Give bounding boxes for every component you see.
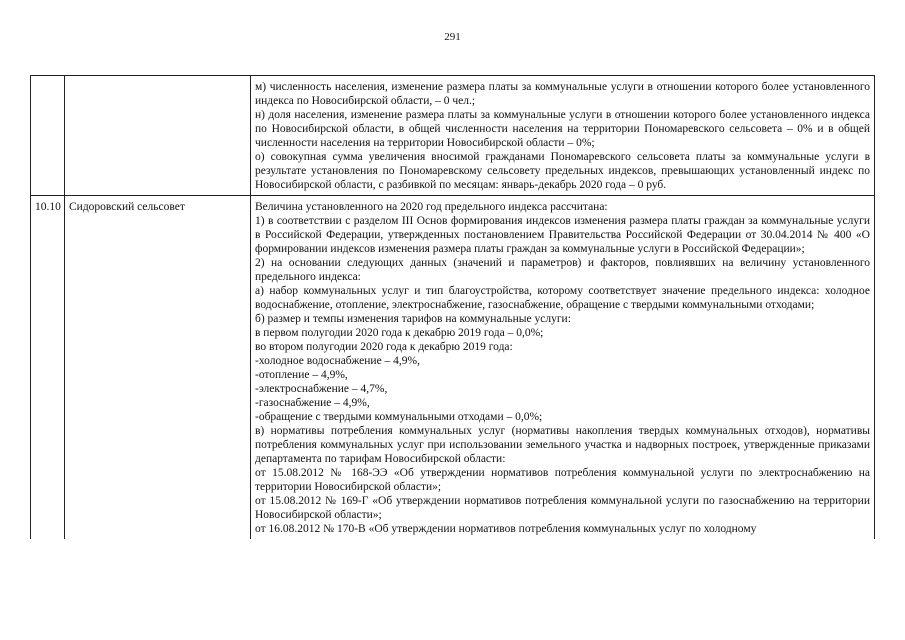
row-number-cell: 10.10 (31, 196, 65, 540)
text-paragraph: м) численность населения, изменение размера платы за коммунальные услуги в отношении которого более установленного индекса по Новосибирской области, – 0 чел.; (255, 81, 870, 107)
text-paragraph: от 15.08.2012 № 169-Г «Об утверждении нормативов потребления коммунальной услуги по газоснабжению на территории Новосибирской области»; (255, 495, 870, 521)
municipality-name-cell (65, 76, 251, 196)
text-paragraph: -отопление – 4,9%, (255, 369, 348, 381)
page-number: 291 (444, 31, 461, 43)
text-paragraph: во втором полугодии 2020 года к декабрю 2019 года: (255, 341, 513, 353)
text-paragraph: 2) на основании следующих данных (значений и параметров) и факторов, повлиявших на величину установленного предельного индекса: (255, 257, 870, 283)
text-paragraph: в) нормативы потребления коммунальных услуг (нормативы накопления твердых коммунальных отходов), нормативы потребления коммунальных услуг при использовании земельного участка и надворных построек, утвержденные приказами департамента по тарифам Новосибирской области: (255, 425, 870, 465)
document-table (30, 75, 875, 539)
text-paragraph: в первом полугодии 2020 года к декабрю 2019 года – 0,0%; (255, 327, 544, 339)
text-paragraph: о) совокупная сумма увеличения вносимой гражданами Пономаревского сельсовета платы за коммунальные услуги в результате установления по Пономаревскому сельсовету предельных индексов, превышающих установленный индекс по Новосибирской области, с разбивкой по месяцам: январь-декабрь 2020 года – 0 руб. (255, 151, 870, 191)
municipality-name-cell: Сидоровский сельсовет (65, 196, 251, 540)
table-row (31, 196, 875, 540)
text-paragraph: б) размер и темпы изменения тарифов на коммунальные услуги: (255, 313, 571, 325)
description-cell (251, 76, 875, 196)
text-paragraph: от 16.08.2012 № 170-В «Об утверждении нормативов потребления коммунальных услуг по холодному (255, 523, 757, 535)
text-paragraph: -обращение с твердыми коммунальными отходами – 0,0%; (255, 411, 543, 423)
text-paragraph: 1) в соответствии с разделом III Основ формирования индексов изменения размера платы граждан за коммунальные услуги в Российской Федерации, утвержденных постановлением Правительства Российской Федерации от 30.04.2014 № 400 «О формировании индексов изменения размера платы граждан за коммунальные услуги в Российской Федерации»; (255, 215, 870, 255)
description-cell (251, 196, 875, 540)
text-paragraph: -газоснабжение – 4,9%, (255, 397, 370, 409)
text-paragraph: Величина установленного на 2020 год предельного индекса рассчитана: (255, 201, 608, 213)
table-row (31, 76, 875, 196)
text-paragraph: а) набор коммунальных услуг и тип благоустройства, которому соответствует значение предельного индекса: холодное водоснабжение, отопление, электроснабжение, газоснабжение, обращение с твердыми коммунальными отходами; (255, 285, 870, 311)
text-paragraph: -электроснабжение – 4,7%, (255, 383, 388, 395)
text-paragraph: -холодное водоснабжение – 4,9%, (255, 355, 420, 367)
row-number-cell (31, 76, 65, 196)
text-paragraph: от 15.08.2012 № 168-ЭЭ «Об утверждении нормативов потребления коммунальной услуги по электроснабжению на территории Новосибирской области»; (255, 467, 870, 493)
text-paragraph: н) доля населения, изменение размера платы за коммунальные услуги в отношении которого более установленного индекса по Новосибирской области, в общей численности населения на территории Пономаревского сельсовета – 0% и в общей численности населения на территории Новосибирской области – 0%; (255, 109, 870, 149)
